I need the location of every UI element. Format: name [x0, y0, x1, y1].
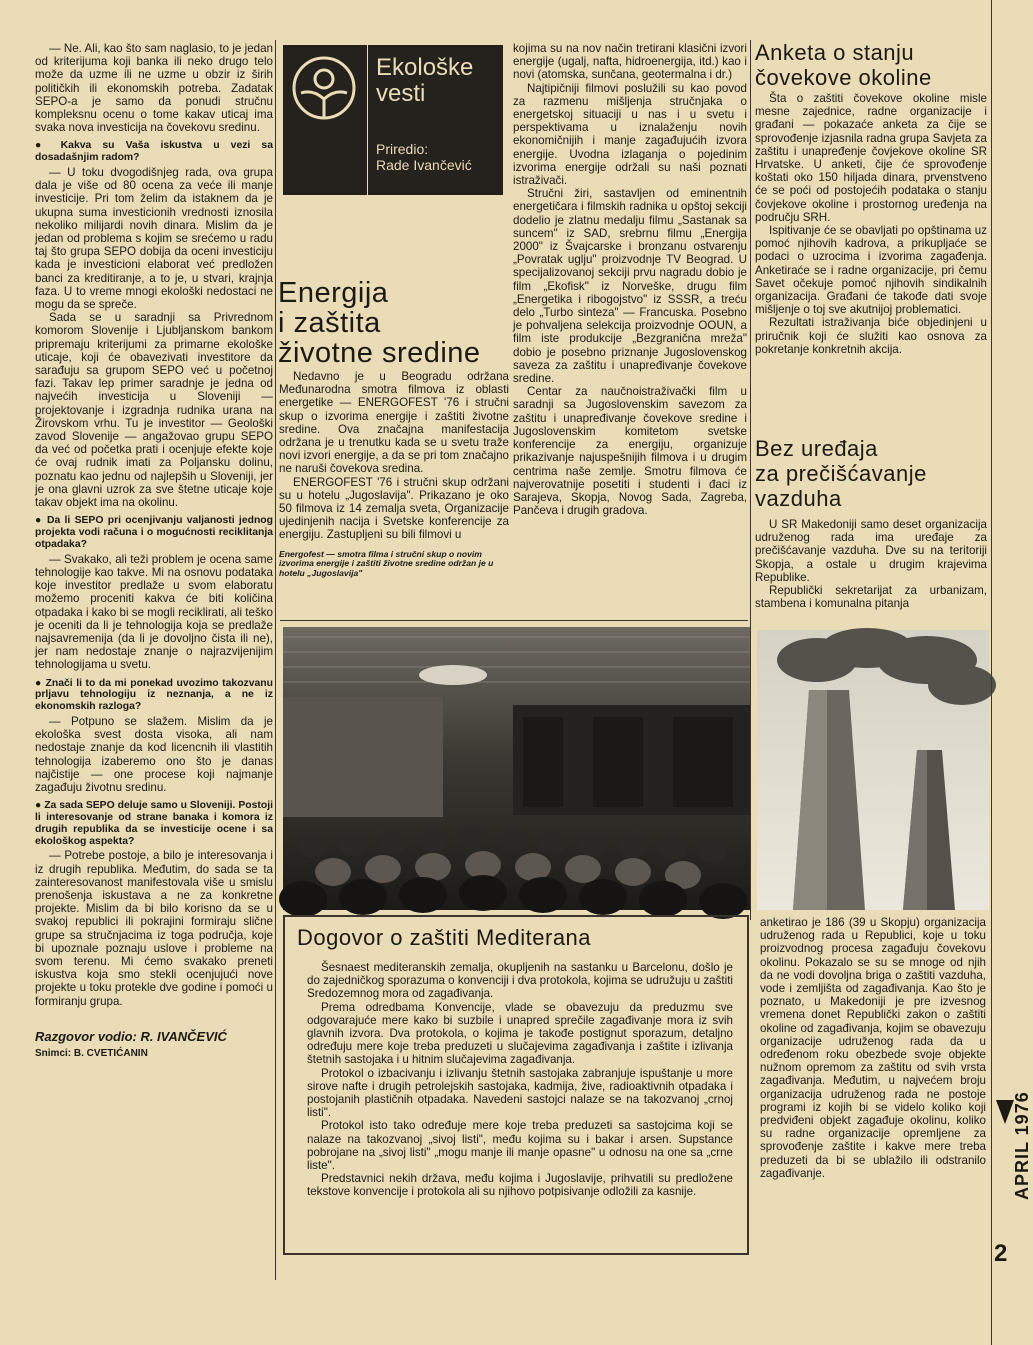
interview-signature: Razgovor vodio: R. IVANČEVIĆ: [35, 1028, 227, 1044]
page-number: 2: [994, 1240, 1008, 1267]
air-paragraph: Republički sekretarijat za urbanizam, stambena i komunalna pitanja: [755, 584, 987, 611]
energy-paragraph: ENERGOFEST '76 i stručni skup održani su u hotelu „Jugoslavija". Prikazano je oko 50 filmova iz 14 zemalja sveta, Organizacije ujedinjenih nacija i Svetske konferencije za energiju. Zastupljeni su bili filmovi u: [279, 475, 509, 542]
interview-paragraph: — Potpuno se slažem. Mislim da je ekološka svest dosta visoka, ali nam nedostaje znanje da kod licencnih ili vlastitih tehnologija izaberemo ono što je danas najčistije — one procese koji najmanje zagađuju životnu sredinu.: [35, 714, 273, 794]
air-text-continued: [760, 916, 986, 1180]
energy-column-a: [279, 370, 509, 578]
interview-paragraph: — U toku dvogodišnjeg rada, ova grupa dala je više od 80 ocena za veće ili manje investicije. Pri tom želim da istaknem da je ukupna suma investicionih vrednosti iznosila nekoliko milijardi novih dinara. Mislim da je jedan od problema s kojim se srećemo u radu taj što grupa SEPO dobija da oceni investiciju kada je investicioni elaborat već predložen banci za kreditiranje, a to je, u stvari, krajnja faza. U to vreme mnogi ekološki nedostaci ne mogu da se spreče.: [35, 166, 273, 312]
energy-paragraph: Centar za naučnoistraživački film u saradnji sa Jugoslovenskim savezom za zaštitu i unapređivanje čovekove sredine i Jugoslovenskim komitetom svetske konferencije za energiju, organizuje prikazivanje najuspešnijih filmova i u drugim centrima naše zemlje. Smotru filmova će najverovatnije posetiti i studenti i đaci iz Sarajeva, Skopja, Novog Sada, Zagreba, Pančeva i drugih gradova.: [513, 385, 747, 518]
smokestacks-photo: [757, 630, 989, 910]
energy-column-b: [513, 42, 747, 517]
interview-paragraph: — Ne. Ali, kao što sam naglasio, to je jedan od kriterijuma koji banka ili neko drugo telo može da uzme ili ne uzme u obzir iz širih političkih ili ekonomskih potreba. Zadatak SEPO-a je samo da ponudi stručnu kompleksnu ocenu o tome kakav uticaj ima svaka nova investicija na čovekovu sredinu.: [35, 42, 273, 135]
interview-question: ● Za sada SEPO deluje samo u Sloveniji. Postoji li interesovanje od strane banaka i komora iz drugih republika da se investicije ocene i sa ekološkog aspekta?: [35, 800, 273, 847]
mediterranean-paragraph: Predstavnici nekih država, među kojima i Jugoslavije, prihvatili su predložene tekstove konvencije i protokola ali su njihovo potpisivanje odložili za kasnije.: [307, 1172, 733, 1199]
air-text: [755, 518, 987, 610]
eco-news-title: Ekološke vesti: [376, 54, 474, 107]
interview-paragraph: — Potrebe postoje, a bilo je interesovanja i iz drugih republika. Međutim, do sada se ta zainteresovanost manifestovala više u smislu prenošenja iskustava a ne za konkretne projekte. Mislim da bi bilo korisno da se u svakoj republici ili pokrajini formiraju slične grupe sa stručnjacima iz toga područja, koje bi upoznale poznaju uslove i probleme na svom terenu. Mi ćemo svakako preneti iskustva koja smo stekli ocenjujući nove projekte u toku protekle dve godine i pomoći u formiranju grupa.: [35, 849, 273, 1008]
mediterranean-text: [307, 961, 733, 1199]
energy-paragraph: kojima su na nov način tretirani klasični izvori energije (ugalj, nafta, hidroenergija, itd.) kao i novi (atomska, sunčana, geotermalna i dr.): [513, 42, 747, 82]
ecology-emblem-icon: [291, 55, 357, 121]
mediterranean-paragraph: Protokol o izbacivanju i izlivanju štetnih sastojaka zabranjuje ispuštanje u more sirove nafte i drugih petrolejskih sastojaka, kadmija, žive, radioaktivnih otpadaka i postojanih plastičnih otpadaka. Navedeni sastojci nalaze se na takozvanoj „crnoj listi".: [307, 1066, 733, 1120]
conference-hall-photo: [283, 627, 750, 910]
interview-question: ● Znači li to da mi ponekad uvozimo takozvanu prljavu tehnologiju iz neznanja, a ne iz ekonomskih razloga?: [35, 678, 273, 713]
eco-news-box: [283, 45, 503, 195]
arrow-down-icon: [996, 1100, 1014, 1124]
interview-question: ● Kakva su Vaša iskustva u vezi sa dosadašnjim radom?: [35, 140, 273, 164]
air-headline: Bez uređaja za prečišćavanje vazduha: [755, 436, 927, 511]
survey-paragraph: Šta o zaštiti čovekove okoline misle mesne zajednice, radne organizacije i građani — pokazaće anketa za čije se sprovođenje izjasnila radna grupa Savjeta za zaštitu i unapređenje čovjekove okoline SR Hrvatske. U anketi, čije će sprovođenje koštati oko 150 hiljada dinara, prvenstveno će se poći od postojećih podataka o stanju čovjekove okoline i prostornog uređenja na području SRH.: [755, 92, 987, 224]
energy-paragraph: Najtipičniji filmovi poslužili su kao povod za razmenu mišljenja stručnjaka o energetskoj situaciji u nas i u svetu i perspektivama u iznalaženju novih ekonomičnijih i manje zagađujućih izvora energije. Uvodna izlaganja o pojedinim izvorima energije održali su naši poznati istraživači.: [513, 81, 747, 188]
survey-text: [755, 92, 987, 356]
date-label: APRIL 1976: [1012, 1091, 1032, 1200]
energy-paragraph: Nedavno je u Beogradu održana Međunarodna smotra filmova iz oblasti energetike — ENERGOFEST '76 i stručni skup o izvorima energije i zaštiti životne sredine. Ova značajna manifestacija održana je u trenutku kada se u svetu traže novi izvori energije, a da se pri tom značajno ne naruši čovekova sredina.: [279, 370, 509, 476]
interview-question: ● Da li SEPO pri ocenjivanju valjanosti jednog projekta vodi računa i o mogućnosti reciklitanja otpadaka?: [35, 515, 273, 550]
air-paragraph: U SR Makedoniji samo deset organizacija udruženog rada ima uređaje za prečišćavanje vazduha. Dve su na teritoriji Skopja, a ostale u drugim krajevima Republike.: [755, 518, 987, 584]
air-paragraph: anketirao je 186 (39 u Skopju) organizacija udruženog rada u Republici, koje u toku proizvodnog procesa zagađuju čovekovu okolinu. Pokazalo se su se mnoge od njih da ne vodi dovoljna briga o zaštiti vazduha, vode i zemljišta od zagađivanja. Kao što je poznato, u Makedoniji je pre izvesnog vremena donet Republički zakon o zaštiti okoline od zagađivanja, kojim se obavezuju organizacije udruženog rada da u određenom roku obezbede svoje objekte nužnom opremom za zaštitu od svih vrsta zagađivanja. Međutim, u najvećem broju organizacija udruženog rada ne postoje programi iz kojih bi se videlo koliko koji predviđeni objekt zagađuje okolinu, koliko su radne organizacije opremljene za sprovođenje zaštite i kakve mere treba preduzeti da bi se ublažilo ili odstranilo zagađivanje.: [760, 916, 986, 1180]
interview-paragraph: Sada se u saradnji sa Privrednom komorom Slovenije i Ljubljanskom bankom pripremaju kriterijumi za primarne ekološke uticaje, koji će obavezivati investitore da sarađuju sa grupom SEPO već u početnoj fazi. Takav lep primer saradnje je jedna od najvećih investicija u Sloveniji — projektovanje i izgradnja rudnika urana na Žirovskom vrhu. Tu je investitor — Geološki zavod Slovenije — angažovao grupu SEPO da već od početka prati i ocenjuje efekte koje će ovaj rudnik imati za Poljansku dolinu, poznatu kao jednu od najlepših u Sloveniji, jer je ona glavni uzrok za sve štetne uticaje koje takav objekt ima na okolinu.: [35, 311, 273, 510]
survey-paragraph: Ispitivanje će se obavljati po opštinama uz pomoć njihovih kadrova, a prikupljaće se podaci o uzrocima i izvorima zagađenja. Anketiraće se i radne organizacije, pri čemu Savet očekuje pomoć njihovih sindikalnih organizacija. Građani će takođe dati svoje mišljenje o toj sve akutnijoj problematici.: [755, 224, 987, 317]
energy-headline: Energija i zaštita životne sredine: [278, 277, 481, 369]
interview-column: [35, 42, 273, 1060]
photo-credit: Snimci: B. CVETIĆANIN: [35, 1047, 148, 1059]
mediterranean-title: Dogovor o zaštiti Mediterana: [297, 925, 592, 950]
mediterranean-paragraph: Prema odredbama Konvencije, vlade se obavezuju da preduzmu sve odgovarajuće mere kako bi suzbile i unapred sprečile zagađivanje mora iz svih glavnih izvora. Dva protokola, o kojima je takođe postignut sporazum, detaljno određuju mere koje treba preduzeti u slučajevima zagađivanja i zaštite i izlivanja štetnih sastojaka i u hitnim slučajevima zagađivanja.: [307, 1000, 733, 1067]
mediterranean-paragraph: Šesnaest mediteranskih zemalja, okupljenih na sastanku u Barcelonu, došlo je do zajedničkog sporazuma o konvenciji i dva protokola, kojima se udružuju u zaštiti Sredozemnog mora od zagađivanja.: [307, 961, 733, 1001]
energy-caption: Energofest — smotra filma i stručni skup o novim izvorima energije i zaštiti životne sredine održan je u hotelu „Jugoslavija": [279, 548, 494, 578]
mediterranean-box: [283, 915, 749, 1255]
interview-paragraph: — Svakako, ali teži problem je ocena same tehnologije kao takve. Mi na osnovu podataka koje investitor predlaže u svom elaboratu možemo proceniti kakva će biti količina otpadaka i kako bi se mogli reciklirati, ali teško je oceniti da li je tehnologija koja se predlaže najsavremenija (da li je dovoljno čista ili ne), jer nam nedostaje znanje o najrazvijenijim tehnologijama u svetu.: [35, 552, 273, 672]
energy-paragraph: Stručni žiri, sastavljen od eminentnih energetičara i filmskih radnika u opštoj sekciji dodelio je zlatnu medalju filmu „Sastanak sa suncem" iz SAD, srebrnu filmu „Energija 2000" iz Švajcarske i bronzanu ostvarenju „Povratak uglju" proizvodnje TV Beograd. U specijalizovanoj sekciji prvu nagradu dobio je film „Ekofisk" iz Norveške, drugu film „Energetika i ribogojstvo" iz SSSR, a treću delo „Turbo sinteza" — Francuska. Posebno je pohvaljena selekcija proizvodnje OOUN, a film iste produkcije „Bezgranična mreža" dobio je posebno priznanje Jugoslovenskog saveza za zaštitu i unapređivanje čovekove sredine.: [513, 187, 747, 386]
mediterranean-paragraph: Protokol isto tako određuje mere koje treba preduzeti sa sastojcima koji se nalaze na takozvanoj „sivoj listi", među kojima su i bakar i arsen. Supstance pobrojane na „sivoj listi" „mogu manje ili manje opasne" u odnosu na one sa „crne liste".: [307, 1119, 733, 1173]
survey-paragraph: Rezultati istraživanja biće objedinjeni u priručnik koji će služiti kao osnova za pokretanje konkretnih akcija.: [755, 316, 987, 356]
eco-news-editor: Priredio: Rade Ivančević: [376, 141, 472, 173]
survey-headline: Anketa o stanju čovekove okoline: [755, 40, 932, 90]
